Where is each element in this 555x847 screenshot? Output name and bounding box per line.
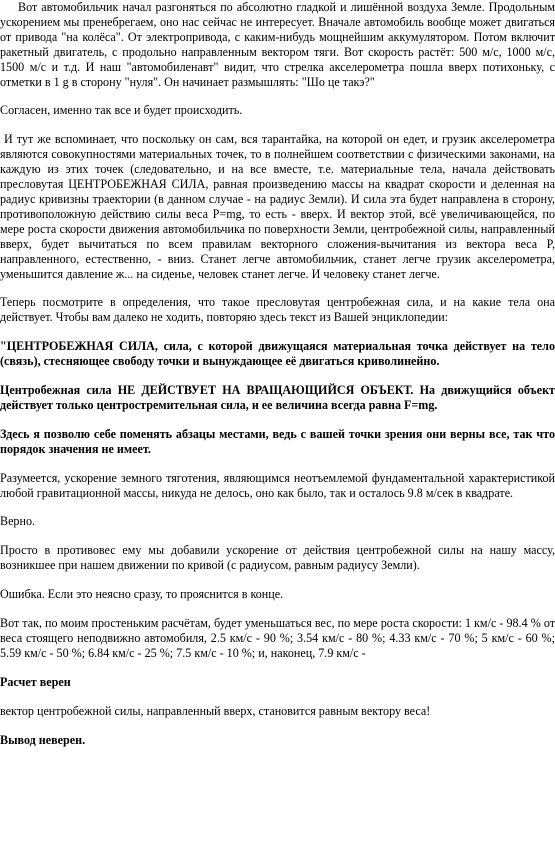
- paragraph-counterweight: Просто в противовес ему мы добавили ускорение от действия центробежной силы на нашу массу, возникшее при нашем движении по кривой (с радиусом, равным радиусу Земли).: [0, 543, 555, 573]
- paragraph-vector-equal: вектор центробежной силы, направленный вверх, становится равным вектору веса!: [0, 703, 431, 718]
- paragraph-definitions-intro: Теперь посмотрите в определения, что такое пресловутая центробежная сила, и на какие тела она действует. Чтобы вам далеко не ходить, повторяю здесь текст из Вашей энциклопедии:: [0, 295, 555, 325]
- paragraph-calculations: Вот так, по моим простеньким расчётам, будет уменьшаться вес, по мере роста скорости: 1 км/с - 98.4 % от веса стоящего неподвижно автомобиля, 2.5 км/с - 90 %; 3.54 км/с - 80 %; 4.33 км/с - 70 %; 5 км/с - 60 %; 5.59 км/с - 50 %; 6.84 км/с - 25 %; 7.5 км/с - 10 %; и, наконец, 7.9 км/с -: [0, 616, 555, 660]
- paragraph-correct: Верно.: [0, 514, 36, 529]
- paragraph-not-acting: Центробежная сила НЕ ДЕЙСТВУЕТ НА ВРАЩАЮЩИЙСЯ ОБЪЕКТ. На движущийся объект действует только центростремительная сила, и ее величина всегда равна F=mg.: [0, 383, 555, 412]
- paragraph-swap-note: Здесь я позволю себе поменять абзацы местами, ведь с вашей точки зрения они верны все, так что порядок значения не имеет.: [0, 426, 555, 456]
- paragraph-agree: Согласен, именно так все и будет происходить.: [0, 103, 243, 118]
- paragraph-conclusion-wrong: Вывод неверен.: [0, 732, 86, 747]
- paragraph-definition-quote: "ЦЕНТРОБЕЖНАЯ СИЛА, сила, с которой движущаяся материальная точка действует на тело (связь), стесняющее свободу точки и вынуждающее её двигаться криволинейно.: [0, 339, 555, 369]
- paragraph-centrifugal-argument: И тут же вспоминает, что поскольку он сам, вся тарантайка, на которой он едет, и грузик акселерометра являются совокупностями материальных точек, то в полнейшем соответствии с физическими законами, на каждую из этих точек (следовательно, и на все вместе, т.е. материальные тела, начала действовать пресловутая ЦЕНТРОБЕЖНАЯ СИЛА, равная произведению массы на квадрат скорости и деленная на радиус кривизны траектории (в данном случае - на радиус Земли). И сила эта будет направлена в сторону, противоположную действию силы веса P=mg, то есть - вверх. И вектор этой, всё увеличивающейся, по мере роста скорости движения автомобильчика по поверхности Земли, центробежной силы, направленный вверх, будет вычитаться по всем правилам векторного сложения-вычитания из вектора веса P, направленного, естественно, - вниз. Станет легче автомобильчик, станет легче грузик акселерометра, уменьшится давление ж... на сиденье, человек станет легче. И человеку станет легче.: [0, 132, 555, 281]
- paragraph-calc-correct: Расчет верен: [0, 674, 71, 689]
- paragraph-intro: Вот автомобильчик начал разгоняться по абсолютно гладкой и лишённой воздуха Земле. Продольным ускорением мы пренебрегаем, оно нас сейчас не интересует. Вначале автомобиль вообще может двигаться от привода "на колёса". От электропривода, с каким-нибудь мощнейшим аккумулятором. Потом включит ракетный двигатель, с продольно направленным вектором тяги. Вот скорость растёт: 500 м/с, 1000 м/с, 1500 м/с и т.д. И наш "автомобиленавт" видит, что стрелка акселерометра пошла вверх потихоньку, с отметки в 1 g в сторону "нуля". Он начинает размышлять: "Шо це такэ?": [0, 0, 555, 89]
- paragraph-gravity: Разумеется, ускорение земного тяготения, являющимся неотъемлемой фундаментальной характеристикой любой гравитационной массы, никуда не делось, оно как было, так и осталось 9.8 м/сек в квадрате.: [0, 470, 555, 500]
- paragraph-error: Ошибка. Если это неясно сразу, то прояснится в конце.: [0, 587, 284, 602]
